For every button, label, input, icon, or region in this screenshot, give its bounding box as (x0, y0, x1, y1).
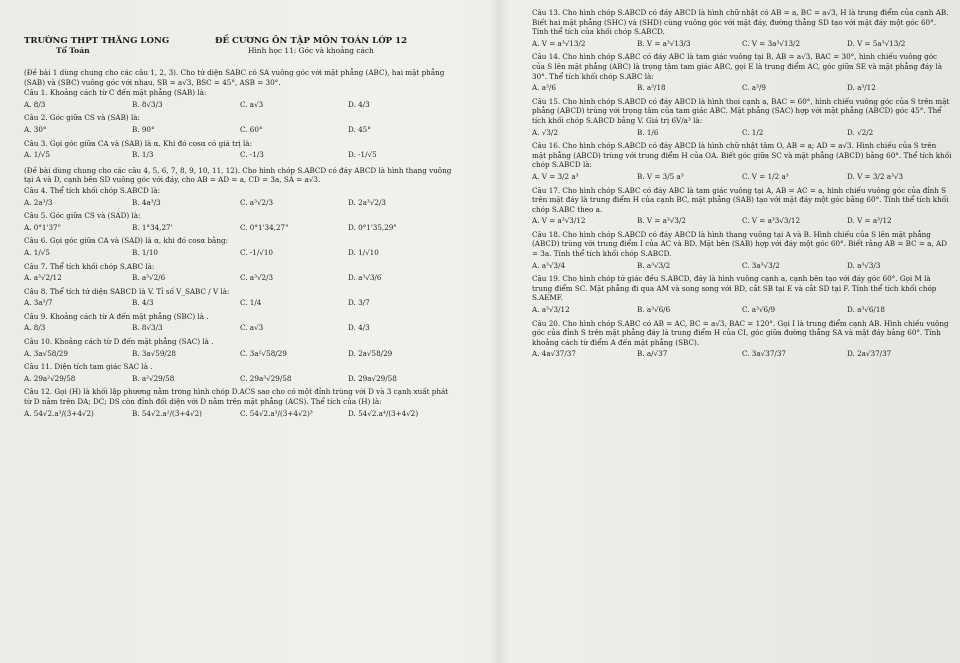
answer-option: B. V = a³√3/2 (637, 216, 686, 226)
question-block (24, 68, 456, 87)
answer-option: C. 3a²√58/29 (240, 348, 287, 358)
question-text: Câu 10. Khoảng cách từ D đến mặt phẳng (SAC) là . (24, 337, 214, 347)
answer-option: D. 4/3 (348, 99, 370, 109)
answer-options (24, 298, 456, 308)
answer-option: D. -1/√5 (348, 150, 377, 160)
answer-options (532, 83, 952, 93)
answer-option: C. 0°1'34,27" (240, 222, 289, 232)
answer-option: B. a³√2/6 (132, 273, 166, 283)
department-name: Tổ Toán (56, 46, 90, 55)
answer-option: B. 54√2.a²/(3+4√2) (132, 408, 202, 418)
answer-option: A. 1/√5 (24, 150, 50, 160)
answer-option: D. 2a√58/29 (348, 348, 393, 358)
answer-options (24, 150, 456, 160)
answer-option: B. a³√3/2 (637, 260, 671, 270)
answer-options (532, 39, 952, 49)
answer-options (24, 273, 456, 283)
answer-option: D. 54√2.a⁴/(3+4√2) (348, 408, 419, 418)
answer-option: C. V = a³3√3/12 (742, 216, 801, 226)
answer-option: C. 54√2.a³/(3+4√2)³ (240, 408, 313, 418)
answer-options (532, 305, 952, 315)
answer-options (532, 172, 952, 182)
answer-option: C. -1/3 (240, 150, 264, 160)
question-text: Câu 20. Cho hình chóp S.ABC có AB = AC, BC = a√3, BAC = 120°. Gọi I là trung điểm cạnh AB. Hình chiếu vuông góc của đỉnh S trên mặt phẳng đáy là trung điểm H của CI, góc giữa đường thẳng SA và mặt đáy bằng 60°. Tính khoảng cách từ điểm A đến mặt phẳng (SBC). (532, 318, 949, 347)
question-text: Câu 3. Gọi góc giữa CA và (SAB) là α. Khi đó cosα có giá trị là: (24, 138, 253, 148)
answer-option: A. V = 3/2 a³ (532, 171, 579, 181)
answer-option: D. 2a√37/37 (847, 349, 892, 359)
answer-options (24, 409, 456, 419)
answer-option: C. a√3 (240, 323, 264, 333)
left-column (24, 62, 456, 422)
question-text: Câu 13. Cho hình chóp S.ABCD có đáy ABCD là hình chữ nhật có AB = a, BC = a√3, H là trung điểm của cạnh AB. Biết hai mặt phẳng (SHC) và (SHD) cùng vuông góc với mặt đáy, đường thẳng SD tạo với mặt đáy một góc 60°. Tính thể tích của khối chóp S.ABCD. (532, 8, 949, 37)
answer-option: A. 3a³/7 (24, 298, 53, 308)
answer-option: B. 1/10 (132, 247, 158, 257)
answer-options (24, 248, 456, 258)
question-block (24, 113, 456, 134)
question-block (24, 139, 456, 160)
answer-option: D. 0°1'35,29" (348, 222, 397, 232)
answer-option: A. 8/3 (24, 323, 46, 333)
answer-option: D. a³/12 (847, 83, 876, 93)
answer-option: C. a³√6/9 (742, 305, 776, 315)
answer-option: D. V = a³/12 (847, 216, 892, 226)
answer-options (24, 374, 456, 384)
answer-option: C. 1/2 (742, 127, 764, 137)
question-text: Câu 14. Cho hình chóp S.ABC có đáy ABC là tam giác vuông tại B, AB = a√3, BAC = 30°, hình chiếu vuông góc của S lên mặt phẳng (ABC) là trọng tâm tam giác ABC, gọi E là trung điểm AC, góc giữa SE và mặt phẳng đáy là 30°. Thể tích khối chóp S.ABC là: (532, 52, 943, 81)
document-subtitle: Hình học 11: Góc và khoảng cách (248, 46, 374, 55)
answer-option: A. 8/3 (24, 99, 46, 109)
shared-problem-statement: (Đề bài 1 dùng chung cho các câu 1, 2, 3). Cho tứ diện SABC có SA vuông góc với mặt phẳng (ABC), hai mặt phẳng (SAB) và (SBC) vuông góc với nhau, SB = a√3, BSC = 45°, ASB = 30°. (24, 68, 445, 87)
answer-option: D. 2a³√2/3 (348, 197, 386, 207)
answer-option: A. 30° (24, 124, 47, 134)
answer-option: D. √2/2 (847, 127, 874, 137)
question-block (532, 186, 952, 226)
answer-option: D. 29a√29/58 (348, 373, 397, 383)
question-text: Câu 1. Khoảng cách từ C đến mặt phẳng (SAB) là: (24, 88, 207, 98)
answer-option: A. V = a³√13/2 (532, 38, 586, 48)
answer-option: A. 3a√58/29 (24, 348, 68, 358)
answer-option: C. a³/9 (742, 83, 766, 93)
answer-option: A. a³√2/12 (24, 273, 62, 283)
answer-option: C. a³√2/3 (240, 197, 274, 207)
answer-option: B. a²√29/58 (132, 373, 175, 383)
answer-option: B. a³√6/6 (637, 305, 671, 315)
question-block (24, 186, 456, 207)
answer-option: C. a√3 (240, 99, 264, 109)
answer-option: B. 8√3/3 (132, 323, 163, 333)
question-text: Câu 16. Cho hình chóp S.ABCD có đáy ABCD là hình chữ nhật tâm O, AB = a; AD = a√3. Hình chiếu của S trên mặt phẳng (ABCD) trùng với trung điểm H của OA. Biết góc giữa SC và mặt phẳng (ABCD) bằng 60°. Thể tích khối chóp S.ABCD là: (532, 141, 952, 170)
question-block (24, 88, 456, 109)
question-block (24, 236, 456, 257)
answer-option: B. V = 3/5 a³ (637, 171, 684, 181)
answer-option: D. V = 3/2 a³√3 (847, 171, 904, 181)
question-text: Câu 2. Góc giữa CS và (SAB) là: (24, 113, 140, 123)
question-text: Câu 18. Cho hình chóp S.ABCD có đáy ABCD là hình thang vuông tại A và B. Hình chiếu của S lên mặt phẳng (ABCD) trùng với trung điểm I của AC và BD. Mặt bên (SAB) hợp với đáy một góc 60°. Biết rằng AB = BC = a, AD = 3a. Tính thể tích khối chóp S.ABCD. (532, 229, 947, 259)
answer-option: C. 3a³√3/2 (742, 260, 780, 270)
answer-options (532, 261, 952, 271)
answer-options (24, 198, 456, 208)
question-block (24, 166, 456, 185)
question-block (24, 287, 456, 308)
answer-option: A. a³/6 (532, 83, 556, 93)
answer-option: C. 60° (240, 124, 263, 134)
answer-options (24, 323, 456, 333)
answer-options (24, 349, 456, 359)
answer-option: A. 0°1'37" (24, 222, 61, 232)
answer-option: D. a³√6/18 (847, 305, 885, 315)
answer-options (24, 100, 456, 110)
answer-option: B. 1/3 (132, 150, 154, 160)
question-text: Câu 5. Góc giữa CS và (SAD) là: (24, 211, 141, 221)
answer-option: D. a³√3/3 (847, 260, 881, 270)
answer-option: C. 29a³√29/58 (240, 373, 292, 383)
answer-option: D. 3/7 (348, 298, 370, 308)
answer-options (532, 349, 952, 359)
answer-option: C. 3a√37/37 (742, 349, 786, 359)
question-block (24, 211, 456, 232)
question-block (532, 52, 952, 92)
answer-options (24, 223, 456, 233)
question-block (24, 387, 456, 418)
document-title: ĐỀ CƯƠNG ÔN TẬP MÔN TOÁN LỚP 12 (215, 36, 408, 46)
answer-option: B. a/√37 (637, 349, 668, 359)
right-column (532, 8, 952, 363)
question-text: Câu 11. Diện tích tam giác SAC là . (24, 362, 153, 372)
question-text: Câu 15. Cho hình chóp S.ABCD có đáy ABCD là hình thoi cạnh a, BAC = 60°, hình chiếu vuông góc của S trên mặt phẳng (ABCD) trùng với trọng tâm của tam giác ABC. Mặt phẳng (SAC) hợp với mặt phẳng (ABCD) góc 45°. Thể tích khối chóp S.ABCD bằng V. Giá trị 6V/a³ là: (532, 96, 950, 125)
answer-option: A. 4a√37/37 (532, 349, 576, 359)
answer-option: A. 2a³/3 (24, 197, 53, 207)
answer-option: B. 90° (132, 124, 155, 134)
answer-option: B. V = a³√13/3 (637, 38, 691, 48)
answer-option: B. 3a√59/28 (132, 348, 177, 358)
question-block (532, 319, 952, 359)
answer-option: A. a³√3/4 (532, 260, 566, 270)
question-text: Câu 17. Cho hình chóp S.ABC có đáy ABC là tam giác vuông tại A, AB = AC = a, hình chiếu vuông góc của đỉnh S trên mặt đáy là trung điểm H của cạnh BC, mặt phẳng (SAB) tạo với mặt đáy một góc bằng 60°. Tính thể tích khối chóp S.ABC theo a. (532, 185, 949, 214)
answer-option: D. V = 5a³√13/2 (847, 38, 906, 48)
question-text: Câu 7. Thể tích khối chóp S.ABC là: (24, 261, 155, 271)
school-name: TRƯỜNG THPT THĂNG LONG (24, 36, 170, 46)
answer-option: B. 1°34,27' (132, 222, 173, 232)
question-text: Câu 6. Gọi góc giữa CA và (SAD) là α, khi đó cosα bằng: (24, 236, 228, 246)
answer-option: C. V = 1/2 a³ (742, 171, 789, 181)
answer-option: C. -1/√10 (240, 247, 273, 257)
question-text: Câu 9. Khoảng cách từ A đến mặt phẳng (SBC) là . (24, 311, 209, 321)
question-text: Câu 12. Gọi (H) là khối lập phương nằm trong hình chóp D.ACS sao cho có một đỉnh trùng với D và 3 cạnh xuất phát từ D nằm trên DA; DC; DS còn đỉnh đối diện với D nằm trên mặt phẳng (ACS). Thể tích của (H) là: (24, 387, 449, 407)
answer-option: A. √3/2 (532, 127, 558, 137)
answer-option: A. 54√2.a³/(3+4√2) (24, 408, 94, 418)
answer-option: D. 4/3 (348, 323, 370, 333)
answer-options (24, 125, 456, 135)
question-block (24, 312, 456, 333)
answer-option: B. a³/18 (637, 83, 666, 93)
answer-option: C. 1/4 (240, 298, 262, 308)
question-text: Câu 4. Thể tích khối chóp S.ABCD là: (24, 185, 161, 195)
question-block (532, 97, 952, 137)
answer-option: B. 4/3 (132, 298, 154, 308)
answer-option: B. 1/6 (637, 127, 659, 137)
answer-option: A. a³√3/12 (532, 305, 570, 315)
answer-option: D. a³√3/6 (348, 273, 382, 283)
question-block (24, 362, 456, 383)
answer-option: D. 1/√10 (348, 247, 379, 257)
answer-option: D. 45° (348, 124, 371, 134)
question-block (24, 337, 456, 358)
page-fold-shadow (488, 0, 510, 663)
answer-option: A. 1/√5 (24, 247, 50, 257)
question-block (532, 274, 952, 314)
answer-options (532, 128, 952, 138)
question-text: Câu 8. Thể tích tứ diện SABCD là V. Tỉ số V_SABC / V là: (24, 286, 230, 296)
question-block (24, 262, 456, 283)
answer-option: B. 8√3/3 (132, 99, 163, 109)
answer-option: A. V = a³√3/12 (532, 216, 586, 226)
answer-option: B. 4a³/3 (132, 197, 161, 207)
answer-option: A. 29a²√29/58 (24, 373, 76, 383)
answer-options (532, 216, 952, 226)
answer-option: C. V = 3a³√13/2 (742, 38, 801, 48)
question-text: Câu 19. Cho hình chóp tứ giác đều S.ABCD, đáy là hình vuông cạnh a, cạnh bên tạo với đáy góc 60°. Gọi M là trung điểm SC. Mặt phẳng đi qua AM và song song với BD, cắt SB tại E và cắt SD tại F. Tính thể tích khối chóp S.AEMF. (532, 274, 937, 303)
question-block (532, 141, 952, 181)
question-block (532, 8, 952, 48)
shared-problem-statement: (Đề bài dùng chung cho các câu 4, 5, 6, 7, 8, 9, 10, 11, 12). Cho hình chóp S.ABCD có đáy ABCD là hình thang vuông tại A và D, cạnh bên SD vuông góc với đáy, cho AB = AD = a, CD = 3a, SA = a√3. (24, 165, 452, 185)
question-block (532, 230, 952, 270)
answer-option: C. a³√2/3 (240, 273, 274, 283)
